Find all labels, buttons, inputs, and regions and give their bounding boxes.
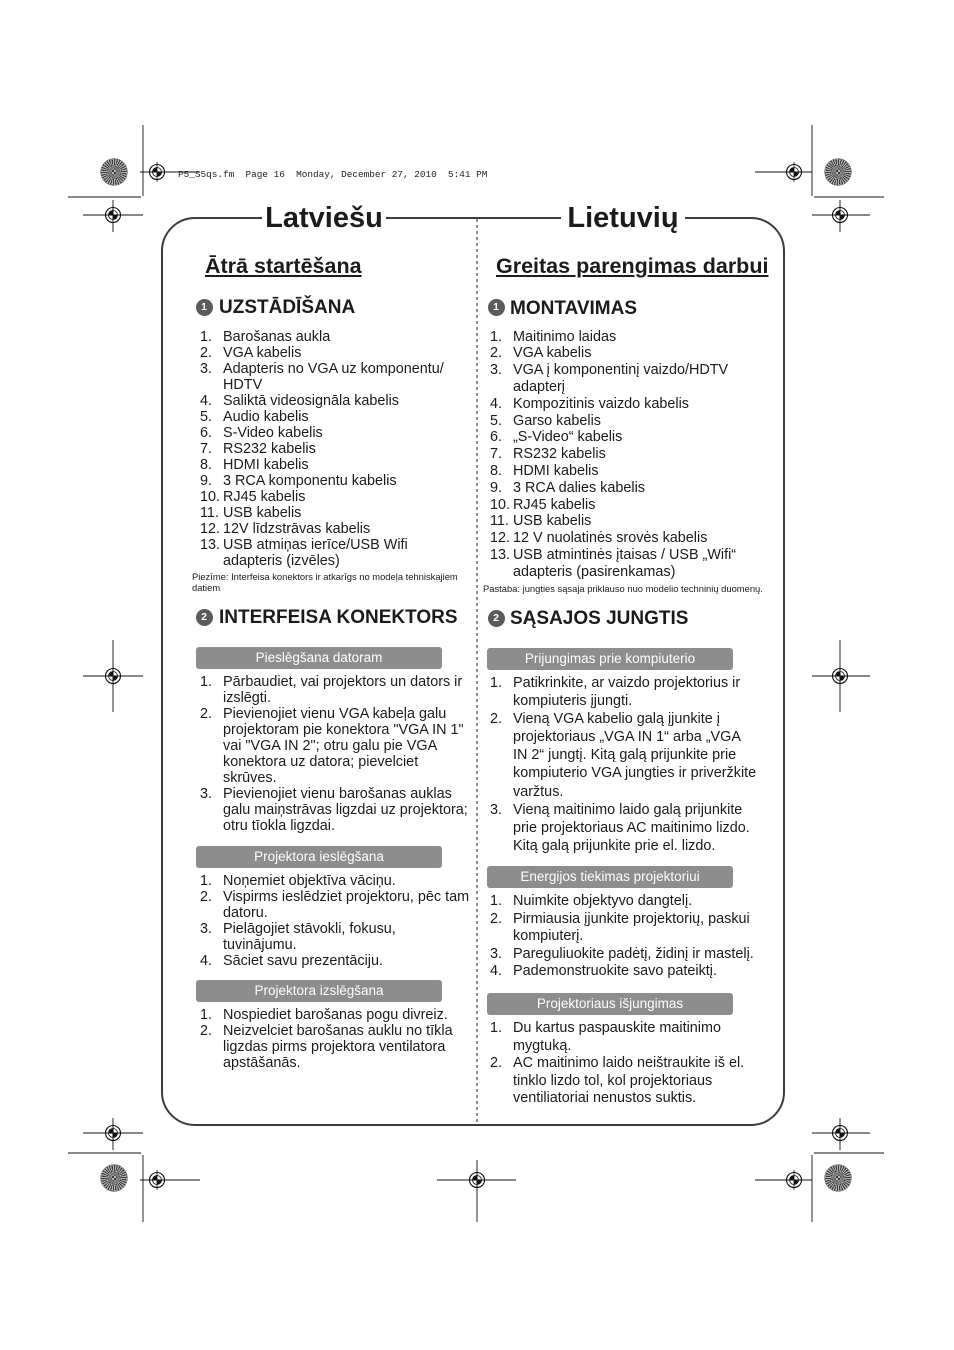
setup-note-lithuanian: Pastaba: jungties sąsaja priklauso nuo modelio techninių duomenų. (483, 582, 763, 594)
list-item-text: 12 V nuolatinės srovės kabelis (513, 530, 708, 547)
list-item-number: 7. (490, 446, 503, 463)
list-item-number: 3. (490, 801, 503, 818)
list-item-text: Neizvelciet barošanas auklu no tīkla ligzdas pirms projektora ventilatora apstāšanās. (223, 1023, 453, 1071)
list-item-number: 9. (200, 473, 213, 489)
list-item-number: 1. (490, 328, 503, 345)
label-bar-power-off-lithuanian: Projektoriaus išjungimas (487, 993, 733, 1015)
list-item (490, 480, 736, 497)
list-item (490, 463, 736, 480)
list-item-text: 3 RCA dalies kabelis (513, 479, 645, 496)
setup-parts-list-latvian (200, 329, 444, 569)
list-item-text: HDMI kabelis (223, 457, 309, 473)
list-item (490, 513, 736, 530)
list-item (200, 393, 444, 409)
power-on-steps-list-latvian (200, 873, 469, 969)
list-item-number: 2. (200, 889, 213, 905)
list-item (490, 396, 736, 413)
list-item-number: 12. (490, 530, 511, 547)
list-item (490, 547, 736, 581)
connectors-heading-lithuanian: SĄSAJOS JUNGTIS (510, 608, 689, 629)
list-item (200, 953, 469, 969)
setup-parts-list-lithuanian (490, 329, 736, 581)
list-item-number: 3. (490, 362, 503, 379)
list-item (200, 921, 469, 953)
list-item-text: RJ45 kabelis (513, 496, 596, 513)
list-item (490, 429, 736, 446)
list-item (200, 457, 444, 473)
list-item-text: Maitinimo laidas (513, 328, 617, 345)
starburst-mark (101, 1165, 127, 1191)
connectors-heading-latvian: INTERFEISA KONEKTORS (219, 607, 458, 628)
list-item-text: Vispirms ieslēdziet projektoru, pēc tam datoru. (223, 889, 470, 921)
list-item-text: Pārbaudiet, vai projektors un dators ir izslēgti. (223, 674, 463, 706)
list-item (200, 786, 468, 834)
list-item-number: 11. (200, 505, 219, 521)
section-title-latvian: Ātrā startēšana (205, 254, 362, 278)
list-item-number: 10. (490, 496, 511, 513)
list-item-text: Pareguliuokite padėtį, židinį ir mastelį. (513, 945, 754, 962)
list-item-text: Barošanas aukla (223, 329, 331, 345)
step-badge: 1 (196, 299, 213, 316)
list-item (490, 710, 756, 800)
list-item-text: Saliktā videosignāla kabelis (223, 393, 399, 409)
power-off-steps-list-latvian (200, 1007, 453, 1071)
list-item-text: Pademonstruokite savo pateiktį. (513, 963, 717, 980)
list-item-number: 1. (200, 329, 213, 345)
list-item (200, 1023, 453, 1071)
list-item-text: 3 RCA komponentu kabelis (223, 473, 397, 489)
list-item-text: USB atmiņas ierīce/USB Wifi adapteris (izvēles) (223, 537, 408, 569)
list-item-number: 3. (200, 786, 213, 802)
list-item-text: Pielāgojiet stāvokli, fokusu, tuvinājumu. (223, 921, 396, 953)
list-item-text: VGA į komponentinį vaizdo/HDTV adapterį (513, 362, 729, 395)
print-slug: P5_S5qs.fm Page 16 Monday, December 27, 2010 5:41 PM (178, 169, 488, 180)
list-item (490, 946, 754, 964)
step-badge: 2 (488, 610, 505, 627)
list-item-text: VGA kabelis (513, 345, 592, 362)
list-item-number: 3. (200, 921, 213, 937)
list-item (490, 674, 756, 710)
list-item-number: 5. (490, 412, 503, 429)
list-item-text: USB atmintinės įtaisas / USB „Wifi“ adapteris (pasirenkamas) (513, 546, 737, 580)
list-item-number: 13. (490, 546, 511, 563)
list-item (200, 537, 444, 569)
language-title-lithuanian: Lietuvių (561, 200, 685, 236)
list-item-number: 7. (200, 441, 213, 457)
list-item-number: 4. (200, 953, 213, 969)
list-item-number: 1. (200, 674, 213, 690)
list-item-number: 2. (490, 1055, 503, 1072)
list-item-number: 13. (200, 537, 221, 553)
list-item-text: „S-Video“ kabelis (513, 429, 623, 446)
list-item (200, 361, 444, 393)
list-item-number: 1. (490, 1020, 503, 1037)
list-item (200, 409, 444, 425)
list-item-number: 4. (490, 395, 503, 412)
list-item-text: S-Video kabelis (223, 425, 323, 441)
list-item-text: USB kabelis (223, 505, 302, 521)
list-item (200, 441, 444, 457)
registration-mark (830, 1123, 850, 1143)
list-item (490, 329, 736, 346)
step-badge: 2 (196, 609, 213, 626)
list-item (490, 963, 754, 981)
registration-mark (103, 666, 123, 686)
registration-mark (103, 1123, 123, 1143)
list-item-number: 2. (200, 345, 213, 361)
list-item-text: USB kabelis (513, 513, 592, 530)
list-item-text: 12V līdzstrāvas kabelis (223, 521, 371, 537)
list-item-text: Vieną VGA kabelio galą įjunkite į projektoriaus „VGA IN 1“ arba „VGA IN 2“ jungtį. Kitą galą prijunkite prie kompiuterio VGA jungties ir priveržkite varžtus. (513, 711, 757, 800)
list-item-number: 11. (490, 513, 509, 530)
list-item-number: 8. (200, 457, 213, 473)
starburst-mark (825, 1165, 851, 1191)
list-item-text: Pirmiausia įjunkite projektorių, paskui kompiuterį. (513, 910, 750, 945)
starburst-mark (101, 159, 127, 185)
registration-mark (830, 205, 850, 225)
registration-mark (103, 205, 123, 225)
list-item-number: 2. (200, 1023, 213, 1039)
list-item (490, 345, 736, 362)
list-item-text: Noņemiet objektīva vāciņu. (223, 873, 396, 889)
list-item-text: RS232 kabelis (513, 446, 606, 463)
label-bar-power-off-latvian: Projektora izslēgšana (196, 980, 442, 1002)
list-item-text: HDMI kabelis (513, 462, 599, 479)
connect-steps-list-latvian (200, 674, 468, 834)
list-item-text: Adapteris no VGA uz komponentu/ HDTV (223, 361, 444, 393)
list-item-number: 3. (490, 945, 503, 962)
label-bar-connect-computer-lithuanian: Prijungimas prie kompiuterio (487, 648, 733, 670)
list-item-text: AC maitinimo laido neištraukite iš el. tinklo lizdo tol, kol projektoriaus ventiliatoriai nenustos suktis. (513, 1055, 745, 1107)
list-item-text: Patikrinkite, ar vaizdo projektorius ir kompiuteris įjungti. (513, 675, 741, 710)
list-item-number: 10. (200, 489, 221, 505)
list-item (200, 329, 444, 345)
list-item-number: 2. (490, 711, 503, 728)
list-item-text: Garso kabelis (513, 412, 601, 429)
list-item-text: Kompozitinis vaizdo kabelis (513, 395, 689, 412)
list-item-number: 12. (200, 521, 221, 537)
list-item (200, 425, 444, 441)
list-item-text: Pievienojiet vienu VGA kabeļa galu projektoram pie konektora "VGA IN 1" vai "VGA IN 2"; otru galu pie VGA konektora uz datora; pievelciet skrūves. (223, 706, 464, 786)
list-item-number: 3. (200, 361, 213, 377)
list-item (490, 497, 736, 514)
list-item (490, 530, 736, 547)
list-item-text: Pievienojiet vienu barošanas auklas galu maiņstrāvas ligzdai uz projektora; otru tīokla ligzdai. (223, 786, 468, 834)
step-badge: 1 (488, 299, 505, 316)
list-item (200, 489, 444, 505)
list-item-number: 2. (490, 345, 503, 362)
registration-mark (784, 162, 804, 182)
label-bar-connect-computer-latvian: Pieslēgšana datoram (196, 647, 442, 669)
list-item (490, 801, 756, 855)
label-bar-power-on-lithuanian: Energijos tiekimas projektoriui (487, 866, 733, 888)
setup-heading-latvian: UZSTĀDĪŠANA (219, 297, 356, 318)
starburst-mark (825, 159, 851, 185)
power-off-steps-list-lithuanian (490, 1020, 744, 1108)
list-item (200, 706, 468, 786)
language-title-latvian: Latviešu (262, 200, 386, 236)
connect-steps-list-lithuanian (490, 674, 756, 855)
list-item (200, 1007, 453, 1023)
setup-note-latvian: Piezīme: Interfeisa konektors ir atkarīgs no modeļa tehniskajiem datiem (192, 571, 458, 593)
list-item-number: 5. (200, 409, 213, 425)
list-item-number: 1. (200, 1007, 213, 1023)
registration-mark (784, 1170, 804, 1190)
list-item (200, 345, 444, 361)
list-item-text: VGA kabelis (223, 345, 302, 361)
list-item (200, 674, 468, 706)
list-item-number: 1. (200, 873, 213, 889)
registration-mark (147, 162, 167, 182)
list-item-text: Vieną maitinimo laido galą prijunkite prie projektoriaus AC maitinimo lizdo. Kitą galą prijunkite prie el. lizdo. (513, 801, 750, 854)
list-item-number: 1. (490, 893, 503, 910)
crop-marks (68, 125, 884, 1222)
list-item-text: Du kartus paspauskite maitinimo mygtuką. (513, 1020, 721, 1054)
list-item (490, 413, 736, 430)
list-item-number: 9. (490, 479, 503, 496)
label-bar-power-on-latvian: Projektora ieslēgšana (196, 846, 442, 868)
registration-mark (467, 1170, 487, 1190)
list-item-number: 4. (200, 393, 213, 409)
section-title-lithuanian: Greitas parengimas darbui (496, 254, 769, 278)
list-item (490, 1020, 744, 1055)
list-item (490, 446, 736, 463)
list-item (490, 362, 736, 396)
setup-heading-lithuanian: MONTAVIMAS (510, 298, 638, 319)
list-item (200, 873, 469, 889)
list-item (490, 1055, 744, 1108)
list-item-number: 8. (490, 462, 503, 479)
list-item-text: Audio kabelis (223, 409, 309, 425)
list-item-text: RJ45 kabelis (223, 489, 306, 505)
list-item (200, 889, 469, 921)
registration-mark (830, 666, 850, 686)
list-item (200, 473, 444, 489)
registration-mark (147, 1170, 167, 1190)
list-item-number: 6. (200, 425, 213, 441)
list-item-text: Nospiediet barošanas pogu divreiz. (223, 1007, 448, 1023)
list-item (490, 911, 754, 946)
list-item (200, 521, 444, 537)
list-item-text: RS232 kabelis (223, 441, 316, 457)
list-item-number: 4. (490, 963, 503, 980)
list-item (200, 505, 444, 521)
list-item-text: Nuimkite objektyvo dangtelį. (513, 893, 693, 910)
list-item-text: Sāciet savu prezentāciju. (223, 953, 383, 969)
list-item-number: 2. (490, 910, 503, 927)
list-item-number: 2. (200, 706, 213, 722)
power-on-steps-list-lithuanian (490, 893, 754, 981)
list-item-number: 6. (490, 429, 503, 446)
list-item-number: 1. (490, 675, 503, 691)
list-item (490, 893, 754, 911)
